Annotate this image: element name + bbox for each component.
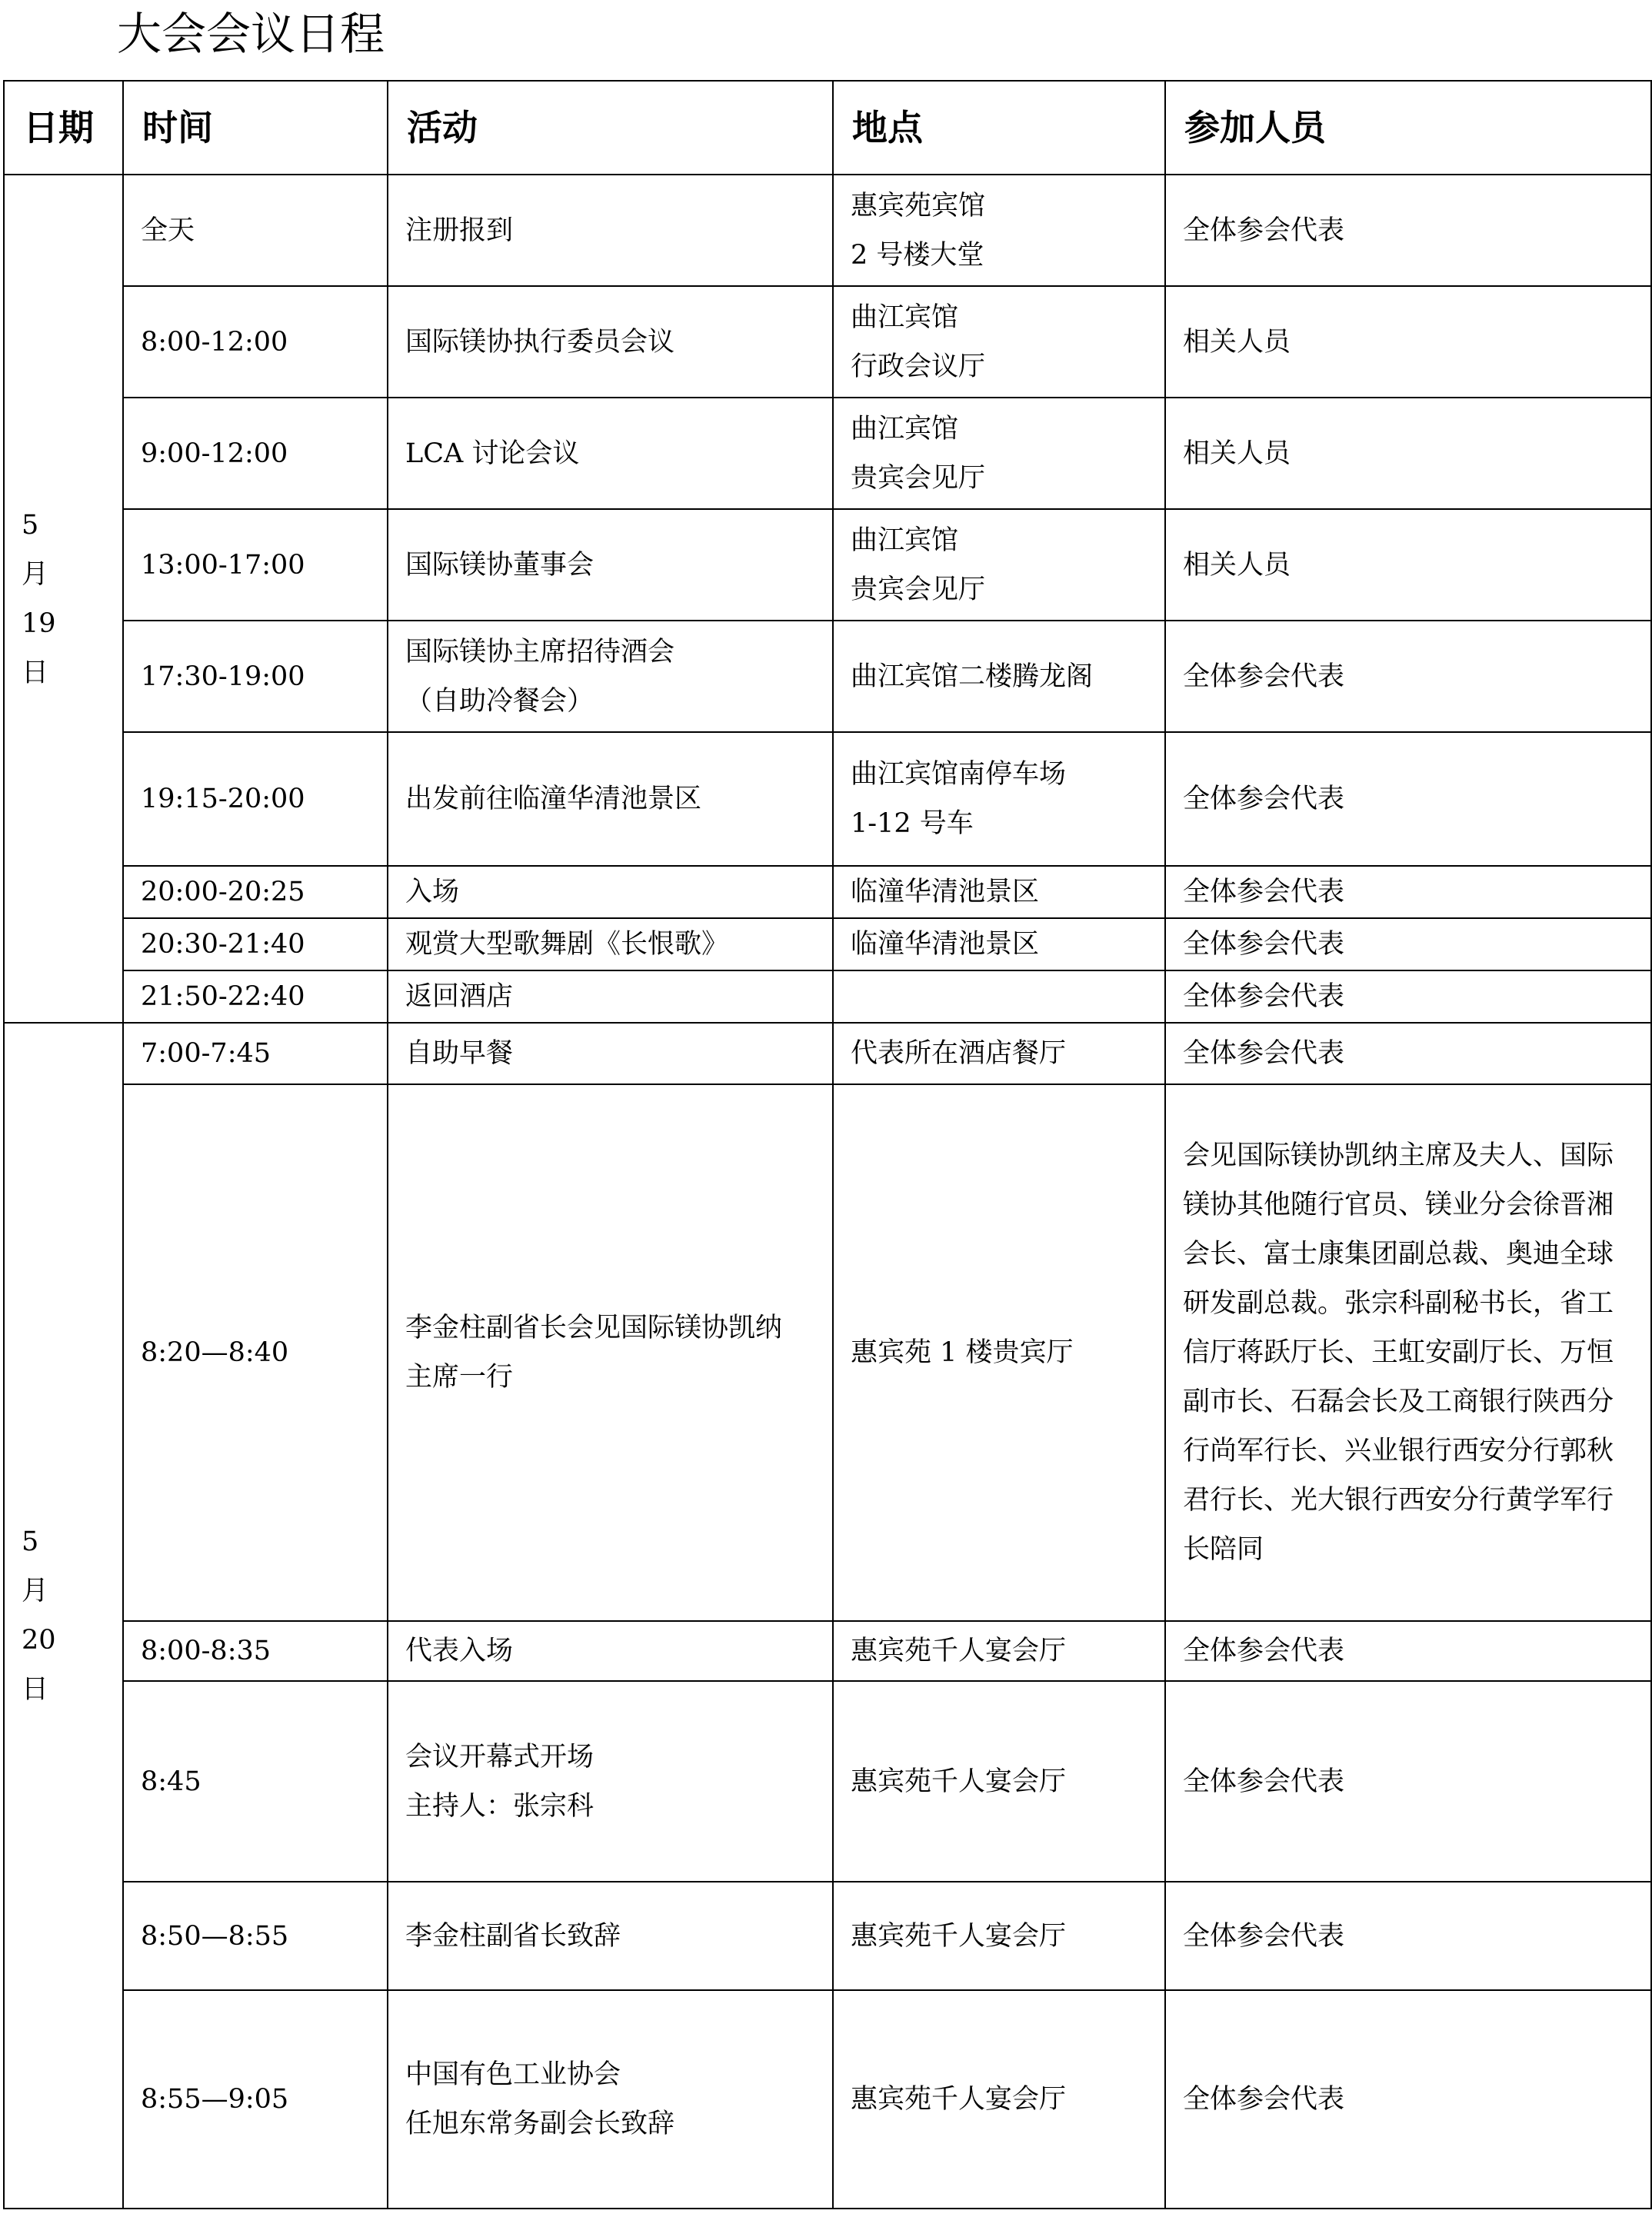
time-cell: 8:55—9:05 — [123, 1990, 388, 2209]
place-cell: 惠宾苑千人宴会厅 — [833, 1681, 1165, 1882]
people-cell: 全体参会代表 — [1165, 175, 1651, 286]
people-cell: 全体参会代表 — [1165, 970, 1651, 1023]
place-cell: 曲江宾馆南停车场 1-12 号车 — [833, 732, 1165, 866]
table-row — [4, 1882, 1651, 1990]
people-cell: 全体参会代表 — [1165, 918, 1651, 970]
table-row — [4, 866, 1651, 918]
time-cell: 8:00-8:35 — [123, 1621, 388, 1681]
table-row — [4, 175, 1651, 286]
people-cell: 全体参会代表 — [1165, 1621, 1651, 1681]
table-row — [4, 1990, 1651, 2209]
header-date: 日期 — [4, 81, 123, 175]
header-activity: 活动 — [388, 81, 833, 175]
activity-cell: 返回酒店 — [388, 970, 833, 1023]
place-cell: 惠宾苑千人宴会厅 — [833, 1621, 1165, 1681]
activity-cell: 代表入场 — [388, 1621, 833, 1681]
people-cell: 全体参会代表 — [1165, 1023, 1651, 1084]
activity-cell: 自助早餐 — [388, 1023, 833, 1084]
time-cell: 21:50-22:40 — [123, 970, 388, 1023]
people-cell: 会见国际镁协凯纳主席及夫人、国际 镁协其他随行官员、镁业分会徐晋湘 会长、富士康集团副总裁、奥迪全球 研发副总裁。张宗科副秘书长，省工 信厅蒋跃厅长、王虹安副厅长、万恒 副市长、石磊会长及工商银行陕西分 行尚军行长、兴业银行西安分行郭秋 君行长、光大银行西安分行黄学军行 长陪同 — [1165, 1084, 1651, 1621]
people-cell: 相关人员 — [1165, 286, 1651, 398]
activity-cell: 国际镁协主席招待酒会 （自助冷餐会） — [388, 621, 833, 732]
time-cell: 17:30-19:00 — [123, 621, 388, 732]
activity-cell: 国际镁协董事会 — [388, 509, 833, 621]
header-time: 时间 — [123, 81, 388, 175]
people-cell: 全体参会代表 — [1165, 866, 1651, 918]
time-cell: 20:30-21:40 — [123, 918, 388, 970]
table-row — [4, 1084, 1651, 1621]
people-cell: 全体参会代表 — [1165, 1882, 1651, 1990]
people-cell: 全体参会代表 — [1165, 621, 1651, 732]
place-cell: 曲江宾馆二楼腾龙阁 — [833, 621, 1165, 732]
place-cell: 惠宾苑 1 楼贵宾厅 — [833, 1084, 1165, 1621]
schedule-table — [3, 80, 1652, 2209]
header-people: 参加人员 — [1165, 81, 1651, 175]
activity-cell: LCA 讨论会议 — [388, 398, 833, 509]
activity-cell: 李金柱副省长致辞 — [388, 1882, 833, 1990]
page-title: 大会会议日程 — [117, 8, 385, 60]
people-cell: 相关人员 — [1165, 398, 1651, 509]
time-cell: 全天 — [123, 175, 388, 286]
people-cell: 全体参会代表 — [1165, 1990, 1651, 2209]
table-row — [4, 398, 1651, 509]
activity-cell: 李金柱副省长会见国际镁协凯纳 主席一行 — [388, 1084, 833, 1621]
place-cell: 惠宾苑千人宴会厅 — [833, 1882, 1165, 1990]
table-row — [4, 918, 1651, 970]
activity-cell: 注册报到 — [388, 175, 833, 286]
table-row — [4, 1681, 1651, 1882]
place-cell — [833, 970, 1165, 1023]
time-cell: 8:20—8:40 — [123, 1084, 388, 1621]
place-cell: 曲江宾馆 行政会议厅 — [833, 286, 1165, 398]
time-cell: 19:15-20:00 — [123, 732, 388, 866]
time-cell: 8:45 — [123, 1681, 388, 1882]
activity-cell: 中国有色工业协会 任旭东常务副会长致辞 — [388, 1990, 833, 2209]
date-cell: 5 月 20 日 — [4, 1023, 123, 2209]
header-row — [4, 81, 1651, 175]
table-row — [4, 732, 1651, 866]
place-cell: 惠宾苑宾馆 2 号楼大堂 — [833, 175, 1165, 286]
time-cell: 9:00-12:00 — [123, 398, 388, 509]
activity-cell: 国际镁协执行委员会议 — [388, 286, 833, 398]
table-row — [4, 621, 1651, 732]
place-cell: 临潼华清池景区 — [833, 866, 1165, 918]
activity-cell: 入场 — [388, 866, 833, 918]
table-row — [4, 1023, 1651, 1084]
place-cell: 曲江宾馆 贵宾会见厅 — [833, 509, 1165, 621]
activity-cell: 出发前往临潼华清池景区 — [388, 732, 833, 866]
time-cell: 8:00-12:00 — [123, 286, 388, 398]
date-cell: 5 月 19 日 — [4, 175, 123, 1023]
place-cell: 代表所在酒店餐厅 — [833, 1023, 1165, 1084]
time-cell: 20:00-20:25 — [123, 866, 388, 918]
table-row — [4, 286, 1651, 398]
people-cell: 全体参会代表 — [1165, 732, 1651, 866]
table-row — [4, 970, 1651, 1023]
people-cell: 全体参会代表 — [1165, 1681, 1651, 1882]
time-cell: 13:00-17:00 — [123, 509, 388, 621]
table-row — [4, 509, 1651, 621]
time-cell: 8:50—8:55 — [123, 1882, 388, 1990]
place-cell: 临潼华清池景区 — [833, 918, 1165, 970]
place-cell: 曲江宾馆 贵宾会见厅 — [833, 398, 1165, 509]
activity-cell: 观赏大型歌舞剧《长恨歌》 — [388, 918, 833, 970]
header-place: 地点 — [833, 81, 1165, 175]
activity-cell: 会议开幕式开场 主持人：张宗科 — [388, 1681, 833, 1882]
table-row — [4, 1621, 1651, 1681]
place-cell: 惠宾苑千人宴会厅 — [833, 1990, 1165, 2209]
time-cell: 7:00-7:45 — [123, 1023, 388, 1084]
people-cell: 相关人员 — [1165, 509, 1651, 621]
